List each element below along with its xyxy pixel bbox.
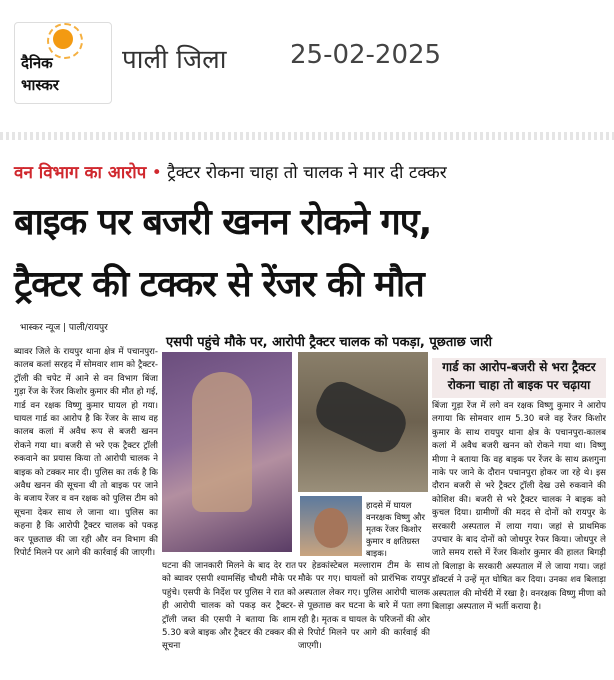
bike-shape xyxy=(310,375,413,458)
byline: भास्कर न्यूज | पाली/रायपुर xyxy=(20,323,108,333)
body-column-4: बिंजा गुड़ा रेंज में लगे वन रक्षक विष्णु कुमार ने आरोप लगाया कि सोमवार शाम 5.30 बजे वह रेंजर किशोर कुमार के साथ रायपुर थाना क्षेत्र के पचानपुरा-कालब कलां में अवैध बजरी खनन को रोकने गया था। विष्णु मीणा ने बताया कि वह बाइक पर रेंजर के साथ क्रशगुना नाके पर जाने के दौरान पचानपुरा होकर जा रहे थे। इस दौरान बजरी से भरे ट्रैक्टर ट्रॉली देख उसे रुकवाने की कोशिश की। बजरी से भरे ट्रैक्टर चालक ने बाइक को कुचल दिया। ग्रामीणों की मदद से दोनों को रायपुर के सरकारी अस्पताल में लाया गया। जहां से प्राथमिक उपचार के बाद दोनों को जोधपुर रेफर किया। जोधपुर ले जाते समय रास्ते में रेंजर किशोर कुमार की हालत बिगड़ी तो बिलाड़ा के सरकारी अस्पताल में ले जाया गया। जहां डॉक्टर्स ने उन्हें मृत घोषित कर दिया। उनका शव बिलाड़ा अस्पताल की मोर्चरी में रखा है। वनरक्षक विष्णु मीणा को बिलाड़ा अस्पताल में भर्ती कराया है। xyxy=(432,401,606,613)
kicker-bullet: • xyxy=(151,163,162,183)
person-shape xyxy=(192,372,252,512)
body-column-2: घटना की जानकारी मिलने के बाद देर रात को ब्यावर एसपी श्यामसिंह चौधरी मौके पर पहुंचे। एसपी के निर्देश पर पुलिस ने रात को ही आरोपी चालक को पकड़ कर ट्रैक्टर-ट्रॉली जब्त की एसपी ने बताया कि शाम 5.30 बजे बाइक और ट्रैक्टर की टक्कर की सूचना xyxy=(162,561,296,652)
ranger-portrait-photo xyxy=(300,496,362,556)
damaged-bike-photo xyxy=(298,352,428,492)
logo-line2: भास्कर xyxy=(21,76,59,94)
sidebox-title: गार्ड का आरोप-बजरी से भरा ट्रैक्टर रोकना चाहा तो बाइक पर चढ़ाया xyxy=(432,358,606,398)
kicker-red: वन विभाग का आरोप xyxy=(14,163,147,183)
headline-line2: ट्रैक्टर की टक्कर से रेंजर की मौत xyxy=(14,264,424,305)
injured-guard-photo xyxy=(162,352,292,552)
edition-place: पाली जिला xyxy=(122,45,227,75)
edition-date: 25-02-2025 xyxy=(290,40,442,70)
body-column-3: पर हेडकांस्टेबल मल्लाराम टीम के साथ मौके पर गए। घायलों को प्रारंभिक रायपुर अस्पताल लेकर गए। पुलिस आरोपी चालक से पूछताछ कर घटना के बारे में पता लगा रही है। मृतक व घायल के परिजनों की ओर से रिपोर्ट मिलने पर आगे की कार्रवाई की जाएगी। xyxy=(298,561,430,652)
separator-rule xyxy=(0,132,614,140)
dainik-bhaskar-logo xyxy=(14,22,112,104)
kicker-rest: ट्रैक्टर रोकना चाहा तो चालक ने मार दी टक्कर xyxy=(167,163,447,183)
sun-icon xyxy=(53,29,73,49)
photo-caption: हादसे में घायल वनरक्षक विष्णु और मृतक रेंजर किशोर कुमार व क्षतिग्रस्त बाइक। xyxy=(366,501,425,559)
newspaper-header xyxy=(0,0,614,130)
subhead: एसपी पहुंचे मौके पर, आरोपी ट्रैक्टर चालक को पकड़ा, पूछताछ जारी xyxy=(166,335,493,350)
headline-line1: बाइक पर बजरी खनन रोकने गए, xyxy=(14,202,432,243)
logo-line1: दैनिक xyxy=(21,54,53,72)
kicker xyxy=(14,160,447,183)
body-column-1: ब्यावर जिले के रायपुर थाना क्षेत्र में पचानपुरा-कालब कलां सरहद में सोमवार शाम को ट्रैक्टर-ट्रॉली की चपेट में आने से वन विभाग बिंजा गुड़ा रेंज के रेंजर किशोर कुमार की मौत हो गई, गार्ड वन रक्षक विष्णु कुमार घायल हो गया। घायल गार्ड का आरोप है कि रेंजर के साथ वह कालब कलां में अवैध रूप से बजरी खनन रोकने गया था। बजरी से भरे एक ट्रैक्टर ट्रॉली रुकवाने का प्रयास किया तो आरोपी चालक ने बाइक को टक्कर मार दी। पुलिस का तर्क है कि अवैध खनन की सूचना थी तो बाइक पर जाने के बजाय रेंजर व वन रक्षक को पुलिस टीम को सूचना देकर साथ ले जाना था। पुलिस का कहना है कि आरोपी ट्रैक्टर चालक को पकड़ कर पूछताछ की जा रही और वन विभाग की रिपोर्ट मिलने पर आगे की कार्रवाई की जाएगी। xyxy=(14,347,158,559)
face-shape xyxy=(314,508,348,548)
